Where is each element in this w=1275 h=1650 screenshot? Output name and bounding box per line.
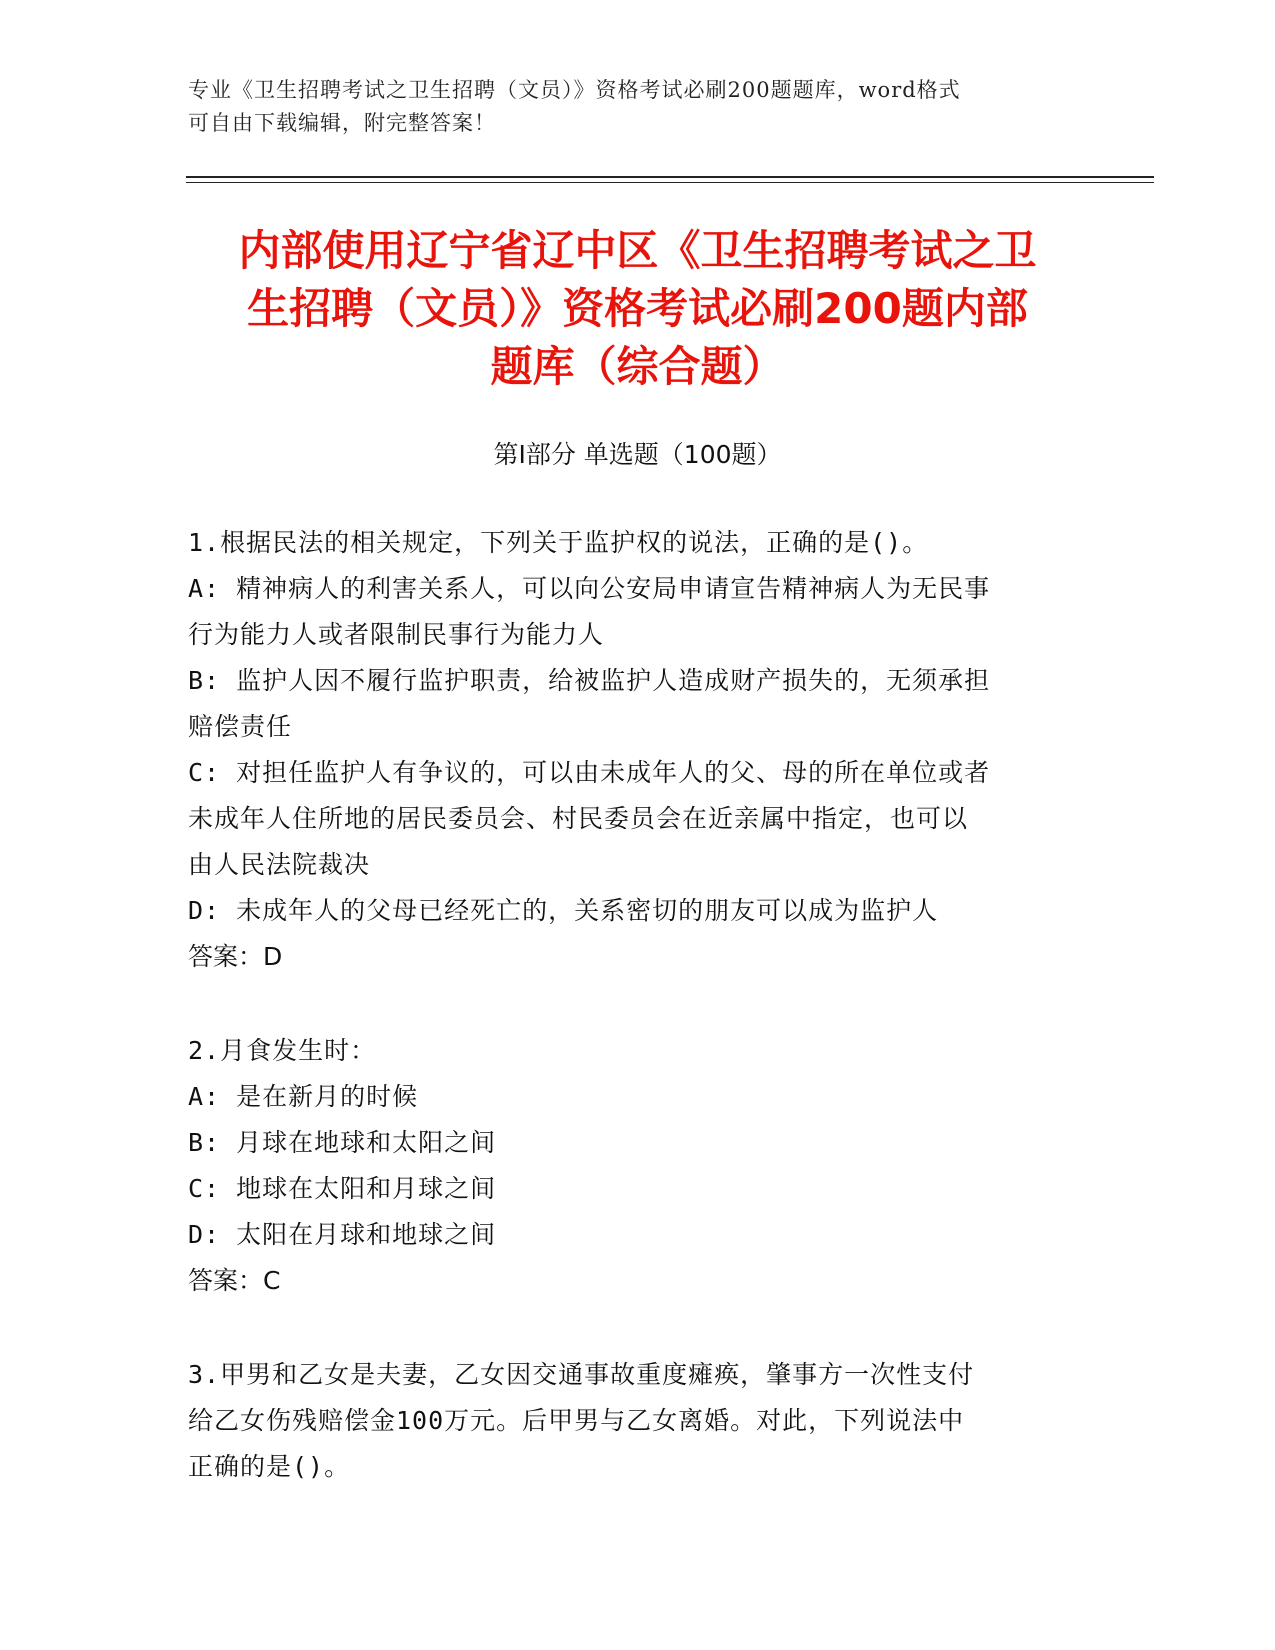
option-b-cont: 赔偿责任 xyxy=(188,712,293,741)
section-title: 第Ⅰ部分 单选题（100题） xyxy=(493,440,782,469)
question-stem: 2.月食发生时： xyxy=(188,1036,377,1065)
header-note-line: 可自由下载编辑，附完整答案！ xyxy=(188,111,496,135)
question-stem-cont: 给乙女伤残赔偿金100万元。后甲男与乙女离婚。对此，下列说法中 xyxy=(188,1406,965,1435)
question-item xyxy=(188,1028,1088,1304)
title-line: 生招聘（文员）》资格考试必刷200题内部 xyxy=(247,284,1028,333)
option-c: C: 地球在太阳和月球之间 xyxy=(188,1174,497,1203)
option-a-cont: 行为能力人或者限制民事行为能力人 xyxy=(188,620,605,649)
option-c: C: 对担任监护人有争议的，可以由未成年人的父、母的所在单位或者 xyxy=(188,758,991,787)
option-a: A: 精神病人的利害关系人，可以向公安局申请宣告精神病人为无民事 xyxy=(188,574,991,603)
question-item xyxy=(188,1352,1088,1490)
title-line: 题库（综合题） xyxy=(490,342,785,391)
option-a: A: 是在新月的时候 xyxy=(188,1082,419,1111)
question-stem: 1.根据民法的相关规定，下列关于监护权的说法，正确的是()。 xyxy=(188,528,929,557)
answer-label: 答案：D xyxy=(188,942,283,971)
document-title xyxy=(180,222,1095,396)
header-divider-thick xyxy=(186,176,1154,178)
option-d: D: 未成年人的父母已经死亡的，关系密切的朋友可以成为监护人 xyxy=(188,896,939,925)
option-c-cont: 由人民法院裁决 xyxy=(188,850,371,879)
title-line: 内部使用辽宁省辽中区《卫生招聘考试之卫 xyxy=(238,226,1037,275)
option-b: B: 监护人因不履行监护职责，给被监护人造成财产损失的，无须承担 xyxy=(188,666,991,695)
question-item xyxy=(188,520,1088,980)
header-divider-thin xyxy=(186,182,1154,183)
answer-label: 答案：C xyxy=(188,1266,281,1295)
header-note xyxy=(188,74,1068,140)
question-stem-cont: 正确的是()。 xyxy=(188,1452,351,1481)
question-stem: 3.甲男和乙女是夫妻，乙女因交通事故重度瘫痪，肇事方一次性支付 xyxy=(188,1360,975,1389)
header-note-line: 专业《卫生招聘考试之卫生招聘（文员）》资格考试必刷200题题库，word格式 xyxy=(188,78,961,102)
option-d: D: 太阳在月球和地球之间 xyxy=(188,1220,497,1249)
question-list xyxy=(188,520,1088,1538)
option-c-cont: 未成年人住所地的居民委员会、村民委员会在近亲属中指定，也可以 xyxy=(188,804,969,833)
option-b: B: 月球在地球和太阳之间 xyxy=(188,1128,497,1157)
